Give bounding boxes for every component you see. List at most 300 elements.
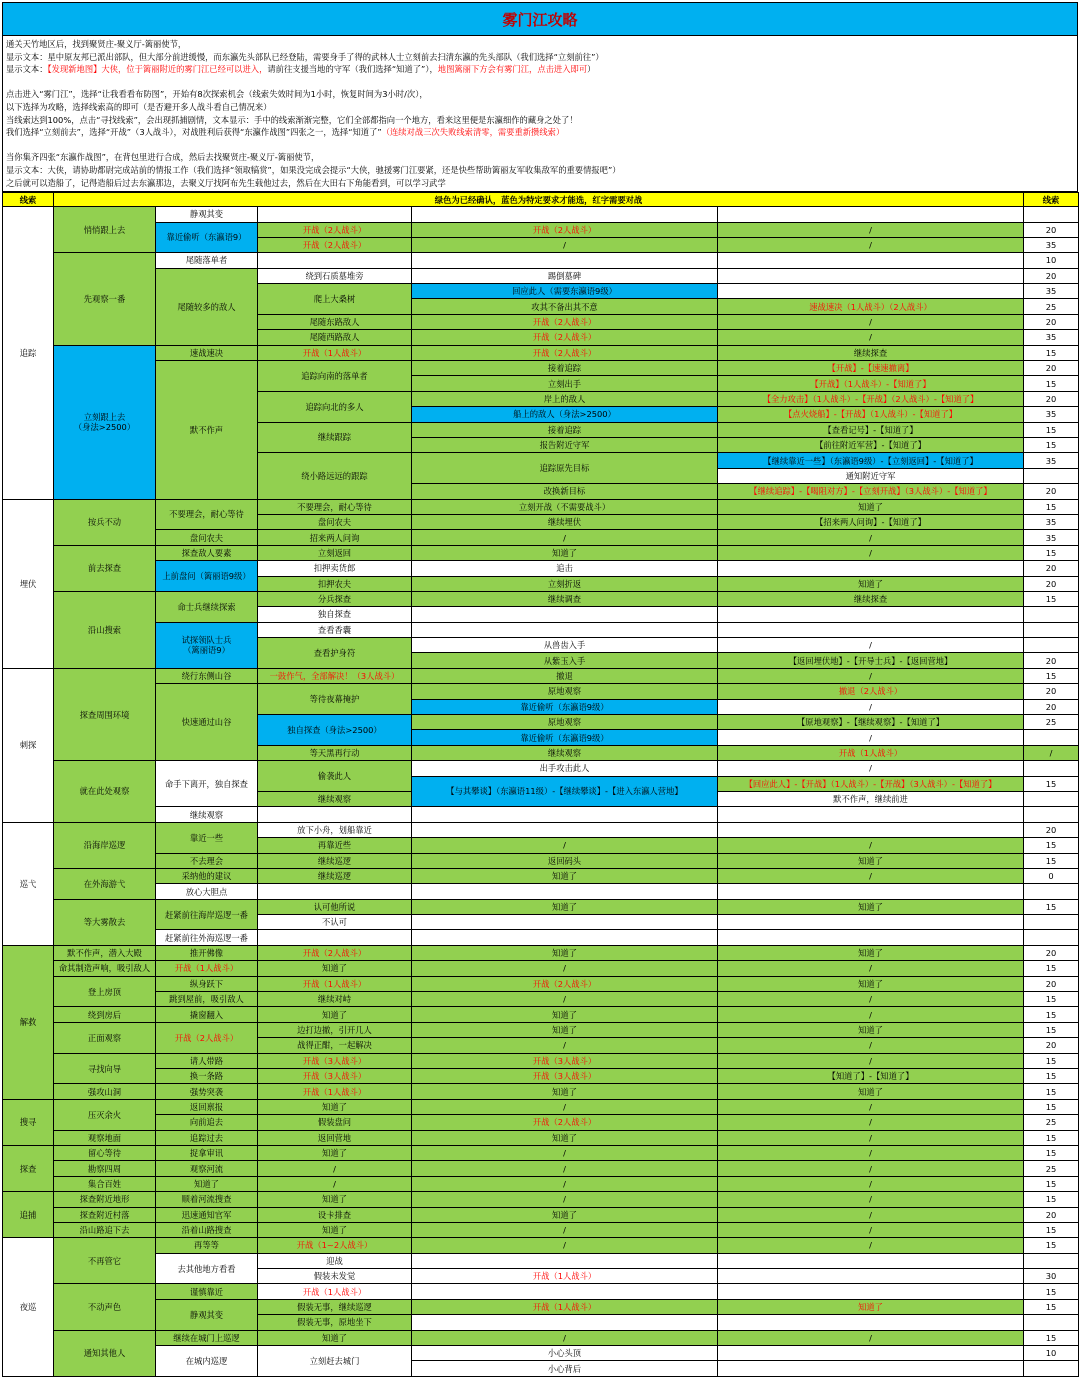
table-cell: 20	[1024, 314, 1079, 329]
intro-line	[6, 38, 1074, 51]
table-cell: 悄悄跟上去	[54, 207, 156, 253]
table-cell: /	[718, 237, 1024, 252]
table-cell: 开战（2人战斗）	[412, 222, 718, 237]
table-row	[3, 884, 1079, 899]
table-cell: 报告附近守军	[412, 437, 718, 452]
table-cell: 撬窗翻入	[156, 1007, 258, 1022]
table-cell: 独自探查	[258, 607, 412, 622]
table-row	[3, 899, 1079, 914]
table-cell: 不要理会，耐心等待	[258, 499, 412, 514]
table-row	[3, 807, 1079, 822]
table-cell: 20	[1024, 561, 1079, 576]
table-cell: 开战（2人战斗）	[412, 314, 718, 329]
table-cell: /	[1024, 745, 1079, 760]
table-cell: 20	[1024, 361, 1079, 376]
table-cell: 继续观察	[412, 745, 718, 760]
table-cell	[1024, 791, 1079, 806]
table-cell	[718, 1253, 1024, 1268]
table-cell: 追踪过去	[156, 1130, 258, 1145]
table-cell: 扣押农夫	[258, 576, 412, 591]
table-cell: 接着追踪	[412, 361, 718, 376]
table-cell: 20	[1024, 1038, 1079, 1053]
table-cell	[1024, 207, 1079, 222]
table-cell: 【继续靠近一些】（东瀛语9级）-【立刻返回】-【知道了】	[718, 453, 1024, 468]
table-cell: 开战（3人战斗）	[258, 1069, 412, 1084]
intro-line	[6, 126, 1074, 139]
table-cell: 沿海岸巡逻	[54, 822, 156, 868]
table-cell: 知道了	[258, 1007, 412, 1022]
table-cell: 15	[1024, 1176, 1079, 1191]
table-cell: 开战（2人战斗）	[412, 976, 718, 991]
table-cell: 知道了	[412, 1084, 718, 1099]
table-cell: 一鼓作气，全部解决！（3人战斗）	[258, 668, 412, 683]
table-cell: 开战（1人战斗）	[258, 1084, 412, 1099]
table-cell	[412, 807, 718, 822]
table-cell: 开战（2人战斗）	[412, 1115, 718, 1130]
table-cell: 开战（2人战斗）	[258, 237, 412, 252]
table-cell	[718, 622, 1024, 637]
table-row	[3, 622, 1079, 637]
table-cell: 15	[1024, 1145, 1079, 1160]
table-cell: 静观其变	[156, 1299, 258, 1330]
table-cell: 按兵不动	[54, 499, 156, 545]
table-cell: 知道了	[258, 1330, 412, 1345]
table-row	[3, 361, 1079, 376]
table-cell: 15	[1024, 1222, 1079, 1237]
intro-text: ）	[587, 64, 596, 75]
table-cell	[1024, 468, 1079, 483]
table-cell: 知道了	[412, 1130, 718, 1145]
table-row	[3, 761, 1079, 776]
table-cell	[718, 807, 1024, 822]
table-cell: 开战（2人战斗）	[156, 1022, 258, 1053]
table-cell: 开战（3人战斗）	[258, 1053, 412, 1068]
table-cell: /	[718, 1222, 1024, 1237]
table-row	[3, 545, 1079, 560]
table-cell: 35	[1024, 237, 1079, 252]
table-cell: 知道了	[412, 545, 718, 560]
table-row	[3, 1253, 1079, 1268]
table-cell: 20	[1024, 976, 1079, 991]
table-cell	[718, 930, 1024, 945]
table-cell: /	[412, 530, 718, 545]
table-cell: 沿山路追下去	[54, 1222, 156, 1237]
table-cell	[1024, 884, 1079, 899]
table-cell: 35	[1024, 330, 1079, 345]
table-cell: 迅速通知官军	[156, 1207, 258, 1222]
table-cell	[718, 253, 1024, 268]
table-cell: 解救	[3, 945, 54, 1099]
table-cell: 开战（1人战斗）	[258, 976, 412, 991]
header-clue-right: 线索	[1024, 193, 1079, 207]
table-cell: 小心背后	[412, 1361, 718, 1376]
table-cell: 等大雾散去	[54, 899, 156, 945]
table-cell: 尾随较多的敌人	[156, 268, 258, 345]
table-cell: 20	[1024, 684, 1079, 699]
table-cell	[1024, 930, 1079, 945]
table-cell: 【查看记号】-【知道了】	[718, 422, 1024, 437]
intro-text: 显示文本：大侠，请协助都尉完成站前的情报工作（我们选择“领取犒赏”，如果没完成会提示“大侠，驰援雾门江要紧，还是快些帮助篱丽友军收集敌军的重要情报吧”）	[6, 164, 621, 175]
table-cell: 知道了	[412, 1022, 718, 1037]
table-row	[3, 668, 1079, 683]
table-cell: 绕小路远远的跟踪	[258, 453, 412, 499]
table-cell: 知道了	[718, 853, 1024, 868]
table-cell: 继续巡逻	[258, 868, 412, 883]
table-cell: /	[718, 1099, 1024, 1114]
table-cell	[718, 561, 1024, 576]
table-row	[3, 1222, 1079, 1237]
table-cell: 15	[1024, 345, 1079, 360]
table-row	[3, 222, 1079, 237]
table-cell: 15	[1024, 992, 1079, 1007]
table-cell: 赶紧前往外海巡逻一番	[156, 930, 258, 945]
table-cell: /	[718, 330, 1024, 345]
table-cell: 【继续追踪】-【喝阻对方】-【立刻开战】（3人战斗）-【知道了】	[718, 484, 1024, 499]
table-cell	[1024, 622, 1079, 637]
table-cell: 留心等待	[54, 1145, 156, 1160]
table-cell: 先观察一番	[54, 253, 156, 345]
table-cell: 【前往附近军营】-【知道了】	[718, 437, 1024, 452]
table-cell: 探查周围环境	[54, 668, 156, 760]
table-cell: 探查敌人要素	[156, 545, 258, 560]
table-cell: 知道了	[258, 1145, 412, 1160]
table-row	[3, 345, 1079, 360]
table-cell: 在城内巡逻	[156, 1346, 258, 1377]
intro-text: 当你集齐四张“东瀛作战图”，在背包里进行合成，然后去找聚贤庄-聚义厅-篱丽使节，	[6, 152, 320, 163]
table-cell: 撤退（2人战斗）	[718, 684, 1024, 699]
table-cell: /	[412, 961, 718, 976]
table-cell: 独自探查（身法>2500）	[258, 715, 412, 746]
table-cell: 25	[1024, 1115, 1079, 1130]
table-cell: 原地观察	[412, 684, 718, 699]
table-cell: 纵身跃下	[156, 976, 258, 991]
table-cell	[1024, 607, 1079, 622]
table-cell: 靠近偷听（东瀛语9级）	[412, 730, 718, 745]
intro-line	[6, 151, 1074, 164]
table-cell: 20	[1024, 576, 1079, 591]
table-cell: 绕到石质墓堆旁	[258, 268, 412, 283]
table-cell: 靠近偷听（东瀛语9）	[156, 222, 258, 253]
table-cell: 撤退	[412, 668, 718, 683]
table-cell	[718, 884, 1024, 899]
table-cell: 【招来两人问询】-【知道了】	[718, 514, 1024, 529]
table-cell: 15	[1024, 1084, 1079, 1099]
table-cell	[1024, 1315, 1079, 1330]
table-row	[3, 1099, 1079, 1114]
table-cell: /	[718, 1130, 1024, 1145]
table-row	[3, 1053, 1079, 1068]
table-cell: 开战（3人战斗）	[412, 1053, 718, 1068]
table-cell	[1024, 1361, 1079, 1376]
table-row	[3, 992, 1079, 1007]
table-cell: 夜巡	[3, 1238, 54, 1377]
table-cell: 集合百姓	[54, 1176, 156, 1191]
table-cell: /	[412, 1238, 718, 1253]
table-cell: 继续对峙	[258, 992, 412, 1007]
table-cell: 35	[1024, 530, 1079, 545]
table-cell: 35	[1024, 453, 1079, 468]
table-cell: 小心头顶	[412, 1346, 718, 1361]
table-cell: /	[258, 1176, 412, 1191]
table-cell	[258, 207, 412, 222]
table-cell: /	[718, 868, 1024, 883]
table-cell	[412, 822, 718, 837]
table-row	[3, 822, 1079, 837]
table-cell: 正面观察	[54, 1022, 156, 1053]
table-cell: 知道了	[718, 945, 1024, 960]
table-cell: 知道了	[718, 499, 1024, 514]
intro-highlight: （连续对战三次失败线索清零，需要重新攒线索）	[381, 127, 565, 138]
table-cell: 20	[1024, 699, 1079, 714]
table-row	[3, 1176, 1079, 1191]
table-cell: /	[718, 1038, 1024, 1053]
table-cell: 知道了	[412, 945, 718, 960]
table-cell: 踢倒墓碑	[412, 268, 718, 283]
table-cell: 15	[1024, 1022, 1079, 1037]
table-cell: 赶紧前往海岸巡逻一番	[156, 899, 258, 930]
table-cell: 原地观察	[412, 715, 718, 730]
table-cell: 等待夜幕掩护	[258, 684, 412, 715]
table-cell: 不认可	[258, 915, 412, 930]
table-cell: 继续在城门上巡逻	[156, 1330, 258, 1345]
table-cell: 继续巡逻	[258, 853, 412, 868]
table-cell: 不要理会，耐心等待	[156, 499, 258, 530]
table-cell: 15	[1024, 591, 1079, 606]
table-cell: 15	[1024, 1192, 1079, 1207]
intro-text: 点击进入“雾门江”，选择“让我看看布防图”，开始有8次探索机会（线索失效时间为1小时，恢复时间为3小时/次），	[6, 89, 428, 100]
table-cell: 回应此人（需要东瀛语9级）	[412, 284, 718, 299]
table-cell: 寻找向导	[54, 1053, 156, 1084]
table-cell: 命手下离开，独自探查	[156, 761, 258, 807]
table-cell: 前去探查	[54, 545, 156, 591]
table-cell: /	[412, 992, 718, 1007]
table-cell: 知道了	[258, 1099, 412, 1114]
table-cell: 试探领队士兵 （篱丽语9）	[156, 622, 258, 668]
table-cell	[258, 930, 412, 945]
table-cell: 命士兵继续探索	[156, 591, 258, 622]
table-cell: 通知附近守军	[718, 468, 1024, 483]
table-cell: 出手攻击此人	[412, 761, 718, 776]
table-cell: 探查附近地形	[54, 1192, 156, 1207]
table-cell: 假装无事，原地坐下	[258, 1315, 412, 1330]
table-cell: 快速通过山谷	[156, 684, 258, 761]
table-cell: 15	[1024, 1007, 1079, 1022]
intro-line	[6, 51, 1074, 64]
table-row	[3, 1299, 1079, 1314]
intro-highlight: 地图篱丽下方会有雾门江，点击进入即可	[437, 64, 588, 75]
table-cell	[718, 268, 1024, 283]
table-cell: 捉拿审讯	[156, 1145, 258, 1160]
table-cell: 20	[1024, 268, 1079, 283]
intro-text: 以下选择为攻略，选择线索高的即可（是否避开多人战斗看自己情况来）	[6, 101, 272, 112]
table-cell: 知道了	[718, 1299, 1024, 1314]
table-cell: 开战（1人战斗）	[156, 961, 258, 976]
table-cell: 分兵探查	[258, 591, 412, 606]
table-cell: 25	[1024, 715, 1079, 730]
table-cell: 30	[1024, 1269, 1079, 1284]
table-cell: 扣押卖货郎	[258, 561, 412, 576]
table-row	[3, 561, 1079, 576]
table-cell: 知道了	[718, 976, 1024, 991]
intro-highlight: 【发现新地图】大侠，位于篱丽附近的雾门江已经可以进入，	[47, 64, 268, 75]
table-cell: /	[412, 1161, 718, 1176]
table-cell: /	[258, 1161, 412, 1176]
table-cell: 知道了	[258, 1192, 412, 1207]
table-cell: /	[412, 1222, 718, 1237]
table-cell: /	[412, 1099, 718, 1114]
table-row	[3, 1069, 1079, 1084]
table-cell: 边打边撤，引开几人	[258, 1022, 412, 1037]
table-cell: 静观其变	[156, 207, 258, 222]
table-cell: /	[718, 1192, 1024, 1207]
table-row	[3, 1284, 1079, 1299]
table-cell: /	[412, 1192, 718, 1207]
table-cell: 继续探查	[718, 345, 1024, 360]
table-row	[3, 1007, 1079, 1022]
table-cell: /	[718, 530, 1024, 545]
table-cell: 知道了	[718, 1022, 1024, 1037]
table-cell	[258, 884, 412, 899]
table-cell	[258, 807, 412, 822]
table-cell: 尾随落单者	[156, 253, 258, 268]
table-cell: 20	[1024, 222, 1079, 237]
table-row	[3, 207, 1079, 222]
table-cell: 默不作声	[156, 361, 258, 500]
table-cell: 开战（1人战斗）	[258, 1284, 412, 1299]
table-cell: 知道了	[412, 1207, 718, 1222]
table-cell: /	[718, 222, 1024, 237]
header-legend: 绿色为已经确认，蓝色为特定要求才能选，红字需要对战	[54, 193, 1024, 207]
table-cell	[412, 622, 718, 637]
table-cell: 登上房顶	[54, 976, 156, 1007]
table-cell: /	[718, 699, 1024, 714]
choices-table	[2, 192, 1079, 1377]
intro-text: 请前往支援当地的守军（我们选择“知道了”），	[267, 64, 438, 75]
table-cell: 再等等	[156, 1238, 258, 1253]
table-cell: /	[718, 1176, 1024, 1191]
table-cell: 命其制造声响，吸引敌人	[54, 961, 156, 976]
table-cell: 开战（2人战斗）	[412, 330, 718, 345]
table-cell	[412, 607, 718, 622]
table-cell: 开战（1人战斗）	[718, 745, 1024, 760]
table-row	[3, 268, 1079, 283]
table-row	[3, 1145, 1079, 1160]
table-cell	[1024, 761, 1079, 776]
table-cell: /	[412, 1330, 718, 1345]
table-cell: 追捕	[3, 1192, 54, 1238]
table-cell: 10	[1024, 253, 1079, 268]
table-cell: 盘问农夫	[156, 530, 258, 545]
table-cell: /	[718, 1007, 1024, 1022]
table-cell: 继续探查	[718, 591, 1024, 606]
table-cell: 返回营地	[258, 1130, 412, 1145]
table-cell: 立刻跟上去 （身法>2500）	[54, 345, 156, 499]
table-cell	[412, 253, 718, 268]
table-cell: 跳到屋前，吸引敌人	[156, 992, 258, 1007]
table-cell: 15	[1024, 499, 1079, 514]
intro-line	[6, 101, 1074, 114]
table-cell: 船上的敌人（身法>2500）	[412, 407, 718, 422]
table-cell: 等天黑再行动	[258, 745, 412, 760]
table-row	[3, 253, 1079, 268]
table-cell: /	[718, 1207, 1024, 1222]
table-cell: 【返回埋伏地】-【开导士兵】-【返回营地】	[718, 653, 1024, 668]
table-row	[3, 684, 1079, 699]
header-clue-left: 线索	[3, 193, 54, 207]
table-cell	[412, 207, 718, 222]
table-cell: 【与其攀谈】（东瀛语11级）-【继续攀谈】-【进入东瀛人营地】	[412, 776, 718, 807]
table-cell: 立刻出手	[412, 376, 718, 391]
table-cell: 15	[1024, 853, 1079, 868]
table-row	[3, 1207, 1079, 1222]
table-cell: /	[718, 1330, 1024, 1345]
table-row	[3, 976, 1079, 991]
table-cell: 改换新目标	[412, 484, 718, 499]
table-cell: 认可他所说	[258, 899, 412, 914]
table-cell: 假装无事，继续巡逻	[258, 1299, 412, 1314]
table-cell: /	[718, 638, 1024, 653]
table-cell: 绕行东侧山谷	[156, 668, 258, 683]
table-cell: 在外海游弋	[54, 868, 156, 899]
table-cell	[718, 915, 1024, 930]
page-title: 雾门江攻略	[2, 2, 1078, 36]
table-cell: 强攻山洞	[54, 1084, 156, 1099]
table-row	[3, 1161, 1079, 1176]
table-cell: 接着追踪	[412, 422, 718, 437]
table-cell: 15	[1024, 776, 1079, 791]
table-cell: 继续观察	[156, 807, 258, 822]
intro-line	[6, 177, 1074, 190]
table-cell: /	[718, 961, 1024, 976]
table-cell	[1024, 1253, 1079, 1268]
table-cell	[718, 607, 1024, 622]
table-cell: 刺探	[3, 668, 54, 822]
table-cell: 20	[1024, 1207, 1079, 1222]
table-cell: 从兽齿入手	[412, 638, 718, 653]
table-cell: 爬上大桑树	[258, 284, 412, 315]
table-cell: 就在此处观察	[54, 761, 156, 823]
table-cell	[1024, 730, 1079, 745]
table-cell: 【全力攻击】（1人战斗）-【开战】（2人战斗）-【知道了】	[718, 391, 1024, 406]
table-cell	[1024, 915, 1079, 930]
table-cell: 迎战	[258, 1253, 412, 1268]
table-cell: 开战（2人战斗）	[412, 345, 718, 360]
table-cell: 招来两人问询	[258, 530, 412, 545]
table-row	[3, 1346, 1079, 1361]
table-row	[3, 1130, 1079, 1145]
table-cell: 返回码头	[412, 853, 718, 868]
table-cell: /	[718, 992, 1024, 1007]
table-cell: 谨慎靠近	[156, 1284, 258, 1299]
table-cell: 攻其不备出其不意	[412, 299, 718, 314]
intro-line	[6, 114, 1074, 127]
table-cell: 15	[1024, 1069, 1079, 1084]
table-cell: /	[718, 730, 1024, 745]
table-cell: 观察地面	[54, 1130, 156, 1145]
table-cell: /	[412, 237, 718, 252]
table-cell: 开战（1人战斗）	[258, 345, 412, 360]
table-cell: 0	[1024, 868, 1079, 883]
table-cell: 15	[1024, 668, 1079, 683]
table-row	[3, 930, 1079, 945]
table-row	[3, 961, 1079, 976]
table-cell: 继续跟踪	[258, 422, 412, 453]
table-cell: 尾随西路敌人	[258, 330, 412, 345]
table-cell: 不动声色	[54, 1284, 156, 1330]
table-cell: 15	[1024, 1299, 1079, 1314]
table-cell: 15	[1024, 838, 1079, 853]
table-cell: 通知其他人	[54, 1330, 156, 1376]
